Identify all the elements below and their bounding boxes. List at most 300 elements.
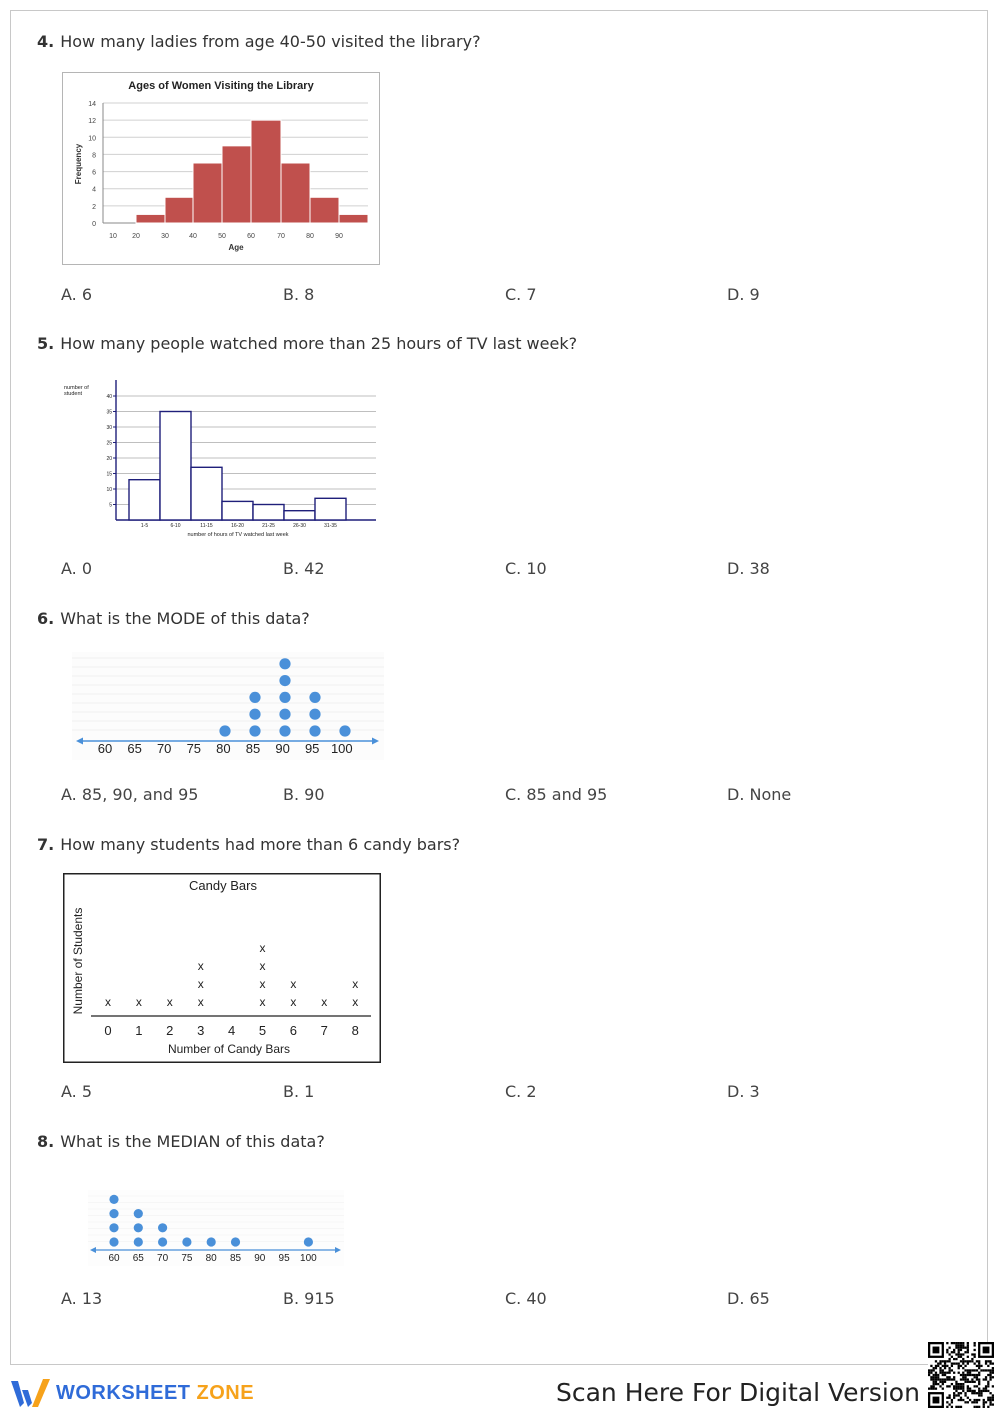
histogram-bar — [315, 498, 346, 520]
qr-module — [935, 1381, 937, 1383]
x-tick-label: 10 — [109, 233, 117, 240]
qr-module — [971, 1390, 973, 1392]
qr-module — [967, 1397, 969, 1399]
x-tick-label: 11-15 — [200, 523, 213, 529]
qr-module — [946, 1401, 948, 1403]
qr-module — [983, 1403, 985, 1405]
worksheetzone-logo[interactable] — [10, 1376, 254, 1410]
y-tick-label: 40 — [106, 394, 112, 400]
qr-module — [969, 1399, 971, 1401]
x-tick-label: 50 — [218, 233, 226, 240]
qr-module — [969, 1360, 971, 1362]
qr-module — [948, 1372, 950, 1374]
qr-finder — [933, 1347, 940, 1354]
data-dot — [182, 1237, 191, 1246]
qr-module — [933, 1383, 935, 1385]
qr-module — [989, 1374, 991, 1376]
qr-module — [967, 1374, 969, 1376]
qr-module — [939, 1372, 941, 1374]
qr-finder — [983, 1347, 990, 1354]
qr-module — [944, 1378, 946, 1380]
data-dot — [279, 709, 290, 720]
x-axis-label: Age — [228, 243, 244, 252]
qr-module — [971, 1401, 973, 1403]
qr-module — [967, 1369, 969, 1371]
qr-module — [964, 1351, 966, 1353]
qr-module — [962, 1399, 964, 1401]
y-tick-label: 15 — [106, 471, 112, 478]
x-mark: x — [197, 977, 204, 991]
qr-module — [985, 1385, 987, 1387]
qr-module — [948, 1360, 950, 1362]
qr-module — [948, 1385, 950, 1387]
qr-module — [962, 1358, 964, 1360]
x-tick-label: 2 — [166, 1023, 174, 1038]
data-dot — [309, 692, 320, 703]
qr-module — [976, 1378, 978, 1380]
qr-module — [992, 1399, 994, 1401]
qr-module — [939, 1369, 941, 1371]
qr-module — [992, 1369, 994, 1371]
qr-module — [942, 1372, 944, 1374]
dot-plot-median-chart — [88, 1190, 344, 1266]
qr-module — [958, 1392, 960, 1394]
histogram-bar — [129, 480, 160, 520]
histogram-bar — [281, 163, 310, 223]
data-dot — [158, 1223, 167, 1232]
qr-module — [974, 1374, 976, 1376]
qr-module — [942, 1383, 944, 1385]
qr-module — [951, 1342, 953, 1344]
x-tick-label: 31-35 — [324, 523, 337, 529]
option-c[interactable]: C. 85 and 95 — [505, 785, 608, 804]
data-dot — [249, 692, 260, 703]
logo-word-zone: ZONE — [196, 1381, 255, 1404]
x-tick-label: 6 — [289, 1023, 298, 1038]
qr-module — [967, 1388, 969, 1390]
qr-module — [983, 1390, 985, 1392]
x-mark: x — [290, 977, 297, 991]
x-tick-label: 8 — [351, 1023, 359, 1038]
x-tick-label: 1 — [135, 1023, 143, 1038]
histogram-bar — [222, 146, 251, 223]
qr-module — [946, 1360, 948, 1362]
qr-module — [967, 1372, 969, 1374]
qr-module — [960, 1356, 962, 1358]
qr-module — [978, 1362, 980, 1364]
qr-module — [946, 1351, 948, 1353]
option-c[interactable]: C. 10 — [505, 559, 547, 578]
qr-module — [976, 1399, 978, 1401]
qr-module — [964, 1374, 966, 1376]
qr-module — [948, 1367, 950, 1369]
qr-module — [946, 1406, 948, 1408]
qr-module — [974, 1381, 976, 1383]
qr-module — [964, 1360, 966, 1362]
qr-module — [942, 1369, 944, 1371]
option-a[interactable]: A. 13 — [61, 1289, 103, 1308]
qr-module — [978, 1374, 980, 1376]
data-dot — [134, 1237, 143, 1246]
qr-module — [951, 1378, 953, 1380]
data-dot — [134, 1209, 143, 1218]
qr-module — [953, 1394, 955, 1396]
qr-module — [987, 1381, 989, 1383]
qr-module — [955, 1362, 957, 1364]
qr-module — [958, 1344, 960, 1346]
option-c[interactable]: C. 40 — [505, 1289, 547, 1308]
option-a[interactable]: A. 0 — [61, 559, 93, 578]
qr-module — [933, 1385, 935, 1387]
qr-module — [964, 1381, 966, 1383]
qr-module — [974, 1406, 976, 1408]
qr-module — [958, 1362, 960, 1364]
qr-module — [978, 1378, 980, 1380]
qr-module — [955, 1381, 957, 1383]
qr-module — [992, 1394, 994, 1396]
qr-module — [955, 1406, 957, 1408]
x-axis-label: Number of Candy Bars — [167, 1042, 291, 1056]
qr-module — [964, 1392, 966, 1394]
qr-module — [987, 1397, 989, 1399]
x-tick-label: 65 — [127, 741, 142, 756]
qr-module — [953, 1378, 955, 1380]
qr-module — [992, 1403, 994, 1405]
x-tick-label: 90 — [254, 1253, 266, 1264]
x-tick-label: 60 — [247, 233, 255, 240]
qr-module — [928, 1372, 930, 1374]
option-d[interactable]: D. None — [727, 785, 792, 804]
qr-module — [951, 1351, 953, 1353]
qr-module — [928, 1374, 930, 1376]
qr-module — [939, 1362, 941, 1364]
qr-module — [948, 1347, 950, 1349]
qr-module — [962, 1367, 964, 1369]
qr-module — [935, 1376, 937, 1378]
x-mark: x — [352, 977, 359, 991]
option-d[interactable]: D. 9 — [727, 285, 760, 304]
option-d[interactable]: D. 3 — [727, 1082, 760, 1101]
option-c[interactable]: C. 2 — [505, 1082, 537, 1101]
qr-module — [960, 1353, 962, 1355]
qr-module — [971, 1360, 973, 1362]
qr-module — [987, 1406, 989, 1408]
qr-module — [951, 1369, 953, 1371]
qr-module — [980, 1394, 982, 1396]
data-dot — [279, 675, 290, 686]
qr-module — [937, 1378, 939, 1380]
qr-module — [974, 1376, 976, 1378]
histogram-bar — [222, 501, 253, 520]
qr-module — [964, 1347, 966, 1349]
x-mark: x — [259, 977, 266, 991]
qr-module — [960, 1349, 962, 1351]
qr-module — [962, 1383, 964, 1385]
qr-module — [944, 1374, 946, 1376]
qr-module — [964, 1376, 966, 1378]
data-dot — [109, 1223, 118, 1232]
qr-module — [992, 1372, 994, 1374]
option-c[interactable]: C. 7 — [505, 285, 537, 304]
qr-module — [985, 1378, 987, 1380]
qr-module — [983, 1388, 985, 1390]
qr-module — [987, 1385, 989, 1387]
data-dot — [249, 725, 260, 736]
x-mark: x — [197, 995, 204, 1009]
option-b[interactable]: B. 8 — [283, 285, 315, 304]
histogram-bar — [191, 467, 222, 520]
x-tick-label: 30 — [161, 233, 169, 240]
qr-module — [971, 1378, 973, 1380]
qr-module — [933, 1367, 935, 1369]
x-tick-label: 75 — [181, 1253, 193, 1264]
data-dot — [134, 1223, 143, 1232]
x-mark: x — [259, 941, 266, 955]
qr-module — [971, 1374, 973, 1376]
option-b[interactable]: B. 1 — [283, 1082, 315, 1101]
qr-module — [983, 1401, 985, 1403]
qr-module — [980, 1369, 982, 1371]
qr-module — [960, 1392, 962, 1394]
histogram-bar — [310, 197, 339, 223]
qr-module — [951, 1399, 953, 1401]
histogram-bar — [253, 505, 284, 521]
qr-module — [960, 1383, 962, 1385]
qr-module — [989, 1392, 991, 1394]
qr-module — [960, 1397, 962, 1399]
qr-module — [980, 1365, 982, 1367]
qr-module — [942, 1374, 944, 1376]
option-a[interactable]: A. 6 — [61, 285, 93, 304]
qr-module — [951, 1383, 953, 1385]
x-mark: x — [352, 995, 359, 1009]
x-tick-label: 20 — [132, 233, 140, 240]
qr-module — [955, 1383, 957, 1385]
qr-module — [985, 1376, 987, 1378]
qr-module — [946, 1372, 948, 1374]
qr-code-icon[interactable] — [928, 1342, 994, 1408]
x-tick-label: 1-5 — [140, 523, 149, 529]
qr-module — [974, 1362, 976, 1364]
x-tick-label: 100 — [300, 1253, 317, 1264]
qr-module — [960, 1344, 962, 1346]
histogram-ages-figure — [62, 72, 380, 269]
qr-module — [958, 1349, 960, 1351]
qr-module — [962, 1353, 964, 1355]
histogram-bar — [136, 214, 165, 223]
qr-module — [969, 1372, 971, 1374]
data-dot — [109, 1209, 118, 1218]
qr-module — [967, 1385, 969, 1387]
qr-module — [967, 1378, 969, 1380]
qr-module — [960, 1342, 962, 1344]
y-tick-label: 35 — [106, 409, 112, 416]
qr-module — [992, 1362, 994, 1364]
question-5: 5. How many people watched more than 25 hours of TV last week? — [37, 334, 578, 353]
qr-module — [939, 1378, 941, 1380]
qr-module — [951, 1356, 953, 1358]
qr-module — [958, 1388, 960, 1390]
dot-plot-mode-figure — [72, 652, 384, 764]
qr-module — [987, 1365, 989, 1367]
qr-module — [962, 1378, 964, 1380]
qr-module — [974, 1342, 976, 1344]
x-tick-label: 90 — [275, 741, 290, 756]
qr-module — [974, 1390, 976, 1392]
x-tick-label: 26-30 — [293, 523, 306, 529]
qr-module — [967, 1351, 969, 1353]
qr-module — [967, 1344, 969, 1346]
qr-module — [983, 1369, 985, 1371]
qr-module — [978, 1392, 980, 1394]
qr-module — [946, 1376, 948, 1378]
qr-module — [985, 1388, 987, 1390]
qr-module — [942, 1378, 944, 1380]
y-axis-label: number of student — [64, 385, 89, 397]
qr-module — [960, 1347, 962, 1349]
qr-module — [935, 1378, 937, 1380]
x-mark: x — [105, 995, 111, 1009]
qr-module — [964, 1378, 966, 1380]
option-b[interactable]: B. 42 — [283, 559, 325, 578]
qr-module — [976, 1376, 978, 1378]
qr-module — [958, 1383, 960, 1385]
option-b[interactable]: B. 90 — [283, 785, 325, 804]
x-tick-label: 60 — [108, 1253, 120, 1264]
qr-module — [974, 1392, 976, 1394]
qr-module — [989, 1403, 991, 1405]
option-b[interactable]: B. 915 — [283, 1289, 335, 1308]
x-tick-label: 7 — [320, 1023, 328, 1038]
qr-module — [953, 1349, 955, 1351]
qr-module — [935, 1383, 937, 1385]
qr-module — [958, 1385, 960, 1387]
qr-module — [980, 1392, 982, 1394]
y-tick-label: 25 — [106, 440, 112, 447]
qr-module — [974, 1356, 976, 1358]
y-tick-label: 0 — [92, 221, 96, 228]
x-tick-label: 85 — [229, 1253, 242, 1264]
qr-module — [955, 1394, 957, 1396]
qr-module — [989, 1362, 991, 1364]
histogram-bar — [165, 197, 193, 223]
qr-module — [958, 1394, 960, 1396]
qr-module — [944, 1372, 946, 1374]
qr-module — [958, 1406, 960, 1408]
qr-module — [935, 1372, 937, 1374]
qr-module — [974, 1401, 976, 1403]
qr-module — [953, 1397, 955, 1399]
x-tick-label: 95 — [278, 1253, 290, 1264]
qr-module — [942, 1360, 944, 1362]
question-8: 8. What is the MEDIAN of this data? — [37, 1132, 325, 1151]
qr-module — [942, 1388, 944, 1390]
data-dot — [339, 725, 350, 736]
y-tick-label: 2 — [92, 203, 96, 211]
qr-module — [955, 1347, 957, 1349]
qr-module — [933, 1381, 935, 1383]
qr-module — [930, 1388, 932, 1390]
qr-module — [964, 1394, 966, 1396]
worksheetzone-logo-icon — [10, 1376, 52, 1410]
qr-module — [948, 1378, 950, 1380]
histogram-ages-chart — [62, 72, 380, 265]
qr-module — [969, 1388, 971, 1390]
qr-module — [958, 1356, 960, 1358]
qr-module — [946, 1397, 948, 1399]
qr-module — [985, 1369, 987, 1371]
qr-module — [985, 1362, 987, 1364]
qr-module — [976, 1406, 978, 1408]
data-dot — [109, 1237, 118, 1246]
qr-module — [967, 1342, 969, 1344]
histogram-bar — [193, 163, 222, 223]
qr-module — [935, 1365, 937, 1367]
option-d[interactable]: D. 65 — [727, 1289, 770, 1308]
qr-module — [978, 1399, 980, 1401]
qr-module — [967, 1381, 969, 1383]
qr-module — [985, 1401, 987, 1403]
x-tick-label: 21-25 — [262, 523, 275, 529]
qr-module — [962, 1390, 964, 1392]
x-tick-label: 80 — [216, 741, 231, 756]
qr-module — [987, 1360, 989, 1362]
data-dot — [304, 1237, 313, 1246]
qr-module — [960, 1406, 962, 1408]
scan-digital-version-text: Scan Here For Digital Version — [556, 1378, 920, 1407]
qr-module — [948, 1397, 950, 1399]
option-a[interactable]: A. 5 — [61, 1082, 93, 1101]
qr-module — [958, 1372, 960, 1374]
qr-module — [976, 1374, 978, 1376]
qr-module — [946, 1378, 948, 1380]
qr-module — [944, 1360, 946, 1362]
qr-module — [937, 1374, 939, 1376]
histogram-bar — [160, 412, 191, 521]
qr-module — [939, 1367, 941, 1369]
question-4: 4. How many ladies from age 40-50 visited the library? — [37, 32, 481, 51]
qr-module — [971, 1381, 973, 1383]
qr-module — [937, 1365, 939, 1367]
qr-module — [967, 1390, 969, 1392]
x-tick-label: 70 — [157, 1253, 169, 1264]
dot-plot-median-figure — [88, 1190, 344, 1270]
qr-module — [928, 1388, 930, 1390]
qr-module — [989, 1401, 991, 1403]
histogram-bar — [339, 214, 368, 223]
option-d[interactable]: D. 38 — [727, 559, 770, 578]
qr-module — [953, 1362, 955, 1364]
qr-module — [969, 1374, 971, 1376]
qr-module — [962, 1360, 964, 1362]
qr-module — [953, 1392, 955, 1394]
x-axis-label: number of hours of TV watched last week — [187, 532, 289, 538]
qr-module — [983, 1406, 985, 1408]
qr-module — [935, 1388, 937, 1390]
option-a[interactable]: A. 85, 90, and 95 — [61, 785, 199, 804]
question-6: 6. What is the MODE of this data? — [37, 609, 310, 628]
qr-module — [967, 1360, 969, 1362]
y-tick-label: 20 — [106, 456, 112, 462]
y-axis-label: Frequency — [74, 143, 83, 185]
qr-module — [974, 1399, 976, 1401]
qr-module — [964, 1369, 966, 1371]
qr-module — [976, 1365, 978, 1367]
chart-title: Ages of Women Visiting the Library — [128, 80, 314, 92]
qr-module — [946, 1385, 948, 1387]
qr-module — [948, 1369, 950, 1371]
x-tick-label: 80 — [205, 1253, 217, 1264]
